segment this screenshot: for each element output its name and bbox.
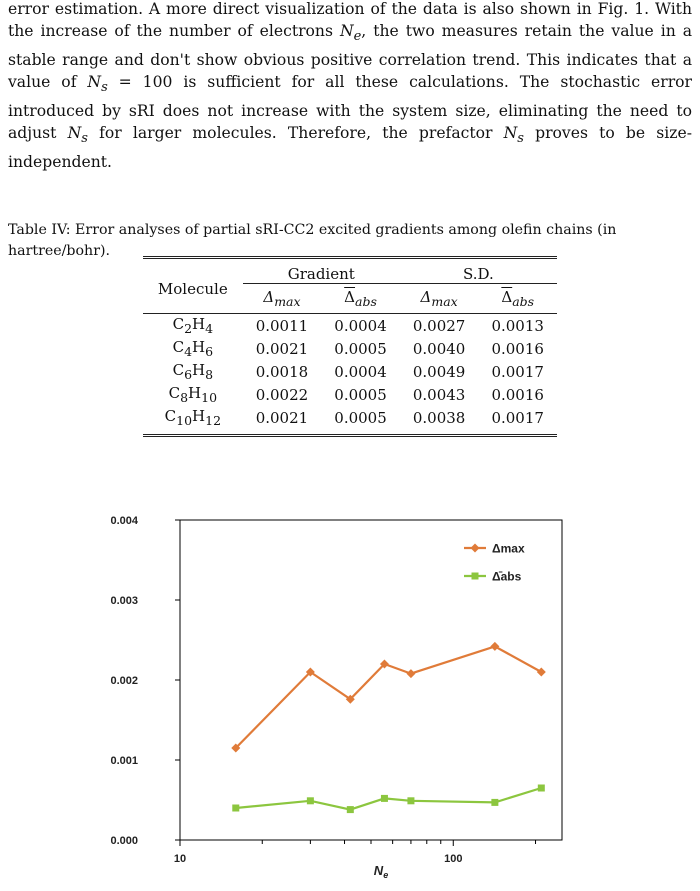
- y-tick-label: 0.004: [110, 515, 138, 527]
- sd-max-cell: 0.0038: [412, 408, 466, 427]
- sd-max-cell: 0.0043: [412, 385, 466, 404]
- sd-abs-cell: 0.0016: [491, 339, 544, 358]
- table-row: [143, 360, 557, 383]
- table-row: [143, 337, 557, 360]
- molecule-cell: $C_{10}H_{12}$: [164, 407, 222, 428]
- sub-header-sd-abs: $\overline{\Delta}_{abs}$: [501, 288, 535, 309]
- molecule-cell: $C_6H_8$: [172, 361, 214, 382]
- plot-area: [180, 520, 562, 840]
- sd-abs-cell: 0.0013: [478, 314, 557, 338]
- body-paragraph: [8, 0, 692, 173]
- table-row: [143, 406, 557, 436]
- table-caption: Table IV: Error analyses of partial sRI-CC2 excited gradients among olefin chains (in hartree/bohr).: [8, 222, 617, 259]
- group-sd-header: S.D.: [400, 258, 557, 284]
- x-tick-label: 10: [173, 853, 187, 865]
- grad-max-cell: 0.0022: [255, 385, 309, 404]
- legend-label: Δ̄abs: [492, 569, 522, 584]
- data-point: [307, 797, 314, 804]
- data-point: [347, 806, 354, 813]
- molecule-cell: $C_2H_4$: [143, 314, 243, 338]
- molecule-cell: $C_8H_{10}$: [168, 384, 218, 405]
- grad-max-cell: 0.0018: [255, 362, 309, 381]
- grad-abs-cell: 0.0005: [334, 385, 387, 404]
- legend-marker: [472, 573, 479, 580]
- legend-label: Δmax: [492, 541, 525, 556]
- x-tick-label: 100: [444, 853, 463, 865]
- results-table: [143, 256, 557, 437]
- table-row: [143, 314, 557, 338]
- grad-abs-cell: 0.0004: [334, 362, 387, 381]
- sd-max-cell: 0.0027: [400, 314, 479, 338]
- data-point: [491, 799, 498, 806]
- paragraph-text: error estimation. A more direct visualization of the data is also shown in Fig. 1. With the increase of the number of electrons $N_e$, the two measures retain the value in a stable range and don't show obvious positive correlation trend. This indicates that a value of $N_s = 100$ is sufficient for all these calculations. The stochastic error introduced by sRI does not increase with the system size, eliminating the need to adjust $N_s$ for larger molecules. Therefore, the prefactor $N_s$ proves to be size-independent.: [8, 0, 692, 171]
- col-molecule-header: Molecule: [157, 280, 228, 298]
- grad-max-cell: 0.0021: [255, 339, 309, 358]
- chart: [0, 500, 700, 886]
- grad-abs-cell: 0.0005: [334, 408, 387, 427]
- molecule-cell: $C_4H_6$: [172, 338, 214, 359]
- grad-abs-cell: 0.0005: [334, 339, 387, 358]
- line-chart-svg: [0, 500, 700, 886]
- sub-header-sd-max: $\Delta_{max}$: [420, 288, 458, 309]
- y-tick-label: 0.003: [110, 595, 138, 607]
- sd-max-cell: 0.0040: [412, 339, 466, 358]
- table-row: [143, 383, 557, 406]
- data-point: [381, 795, 388, 802]
- table-body: [143, 314, 557, 436]
- sd-max-cell: 0.0049: [412, 362, 466, 381]
- sub-header-grad-max: $\Delta_{max}$: [263, 288, 301, 309]
- sd-abs-cell: 0.0016: [491, 385, 544, 404]
- grad-max-cell: 0.0011: [243, 314, 322, 338]
- sd-abs-cell: 0.0017: [491, 362, 544, 381]
- grad-max-cell: 0.0021: [255, 408, 309, 427]
- grad-abs-cell: 0.0004: [321, 314, 400, 338]
- sd-abs-cell: 0.0017: [491, 408, 544, 427]
- y-tick-label: 0.001: [110, 755, 138, 767]
- group-gradient-header: Gradient: [243, 258, 400, 284]
- data-point: [407, 797, 414, 804]
- y-tick-label: 0.002: [110, 675, 138, 687]
- data-point: [538, 785, 545, 792]
- x-axis-label: $N_e$: [373, 863, 389, 880]
- sub-header-grad-abs: $\overline{\Delta}_{abs}$: [344, 288, 377, 309]
- y-tick-label: 0.000: [110, 835, 138, 847]
- data-point: [232, 805, 239, 812]
